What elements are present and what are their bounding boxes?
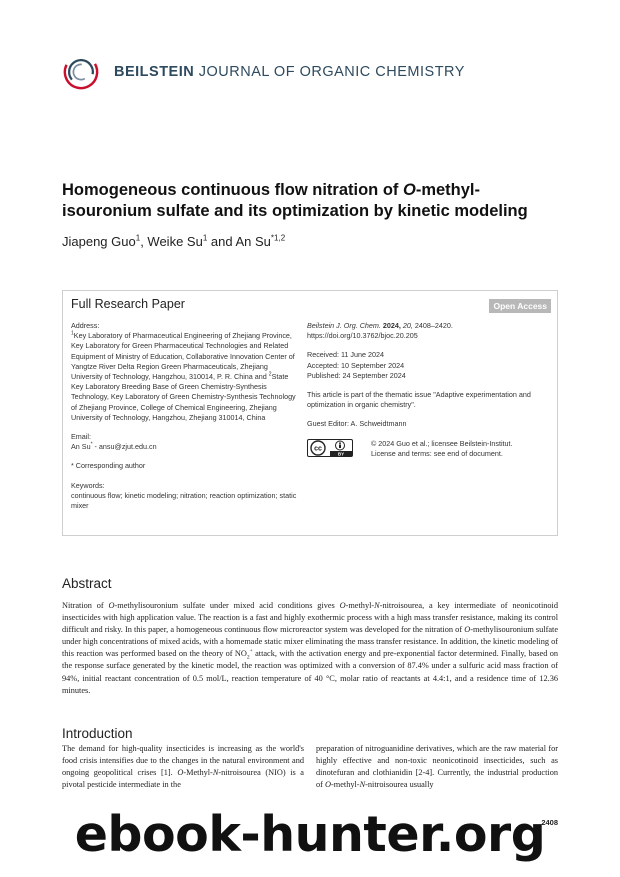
author-name: Weike Su	[147, 234, 203, 249]
abstract-body: Nitration of O-methylisouronium sulfate under mixed acid conditions gives O-methyl-N-nitroisourea, a key intermediate of neonicotinoid insecticides with high application value. The reaction is a fast and highly exothermic process with a high mass transfer resistance, making its control difficult and risky. In this paper, a homogeneous continuous flow microreactor system was developed for the nitration of O-methylisouronium sulfate under high concentrations of mixed acids, with a homemade static mixer eliminating the mass transfer resistance. In addition, the kinetic modeling of this reaction was performed based on the theory of $NO_2^+$ attack, with the activation energy and pre-exponential factor determined. Finally, based on the response surface generated by the kinetic model, the reaction was optimized with a conversion of 87.4% under a sulfuric acid mass fraction of 94%, initial reactant concentration of 0.5 mol/L, reaction temperature of 40 °C, molar ratio of reactants at 4.4:1, and a residence time of 12.36 minutes.	[62, 601, 559, 695]
abstract-heading: Abstract	[62, 576, 112, 591]
license-row	[307, 439, 553, 459]
doi-link[interactable]: https://doi.org/10.3762/bjoc.20.205	[307, 331, 418, 341]
by-label: BY	[337, 451, 345, 457]
open-access-badge: Open Access	[489, 299, 551, 313]
cc-by-license-icon[interactable]	[307, 439, 353, 457]
address-block: Address: $^1$Key Laboratory of Pharmaceutical Engineering of Zhejiang Province, Key Laboratory for Green Pharmaceutical Technologies and Related Equipment of Ministry of Education, Collaborative Innovation Center of Yangtze River Delta Region Green Pharmaceuticals, Zhejiang University of Technology, Hangzhou, 310014, P. R. China and $^2$State Key Laboratory Breeding Base of Green Chemistry-Synthesis Technology, Key Laboratory of Green Chemistry-Synthesis Technology of Zhejiang Province, College of Chemical Engineering, Zhejiang University of Technology, Hangzhou, Zhejiang 310014, China	[71, 321, 296, 422]
watermark-text: ebook-hunter.org	[74, 806, 546, 863]
info-left-column	[71, 321, 301, 520]
license-text: © 2024 Guo et al.; licensee Beilstein-Institut. License and terms: see end of document.	[371, 438, 513, 458]
article-info-box	[62, 290, 558, 536]
author-name: Jiapeng Guo	[62, 234, 136, 249]
journal-header	[62, 52, 465, 92]
journal-name: BEILSTEIN JOURNAL OF ORGANIC CHEMISTRY	[114, 64, 465, 80]
article-type: Full Research Paper	[71, 297, 185, 311]
keywords-block: Keywords: continuous flow; kinetic modeling; nitration; reaction optimization; static mixer	[71, 480, 297, 511]
introduction-right-column: preparation of nitroguanidine derivatives, which are the raw material for highly effective and non-toxic neonicotinoid insecticides, such as dinotefuran and clothianidin [2-4]. Currently, the industrial production of O-methyl-N-nitroisourea usually	[316, 744, 558, 790]
corresponding-note: * Corresponding author	[71, 461, 146, 471]
dates-block: Received: 11 June 2024 Accepted: 10 September 2024 Published: 24 September 2024	[307, 350, 406, 380]
email-block: Email: An Su* - ansu@zjut.edu.cn	[71, 432, 157, 452]
guest-editor: Guest Editor: A. Schweidtmann	[307, 419, 407, 429]
cc-label: cc	[314, 445, 322, 453]
email-link[interactable]: - ansu@zjut.edu.cn	[92, 442, 157, 452]
beilstein-logo-icon	[62, 53, 100, 91]
author-name: An Su	[235, 234, 271, 249]
author-list: Jiapeng Guo$^1$, Weike Su$^1$ and An Su$^{*1,2}$	[62, 233, 286, 249]
citation-block: Beilstein J. Org. Chem. 2024, 20, 2408–2420. https://doi.org/10.3762/bjoc.20.205	[307, 321, 453, 341]
thematic-issue: This article is part of the thematic issue "Adaptive experimentation and optimization in organic chemistry".	[307, 390, 531, 410]
info-right-column	[307, 321, 553, 459]
article-title: Homogeneous continuous flow nitration of O-methyl- isouronium sulfate and its optimization by kinetic modeling	[62, 181, 528, 220]
introduction-left-column: The demand for high-quality insecticides is increasing as the world's food crisis intensifies due to the changes in the natural environment and ongoing geopolitical crises [1]. O-Methyl-N-nitroisourea (NIO) is a pivotal pesticide intermediate in the	[62, 744, 304, 790]
introduction-heading: Introduction	[62, 726, 133, 741]
license-link[interactable]: License and terms: see end of document.	[371, 448, 503, 458]
page-number: 2408	[541, 818, 558, 827]
